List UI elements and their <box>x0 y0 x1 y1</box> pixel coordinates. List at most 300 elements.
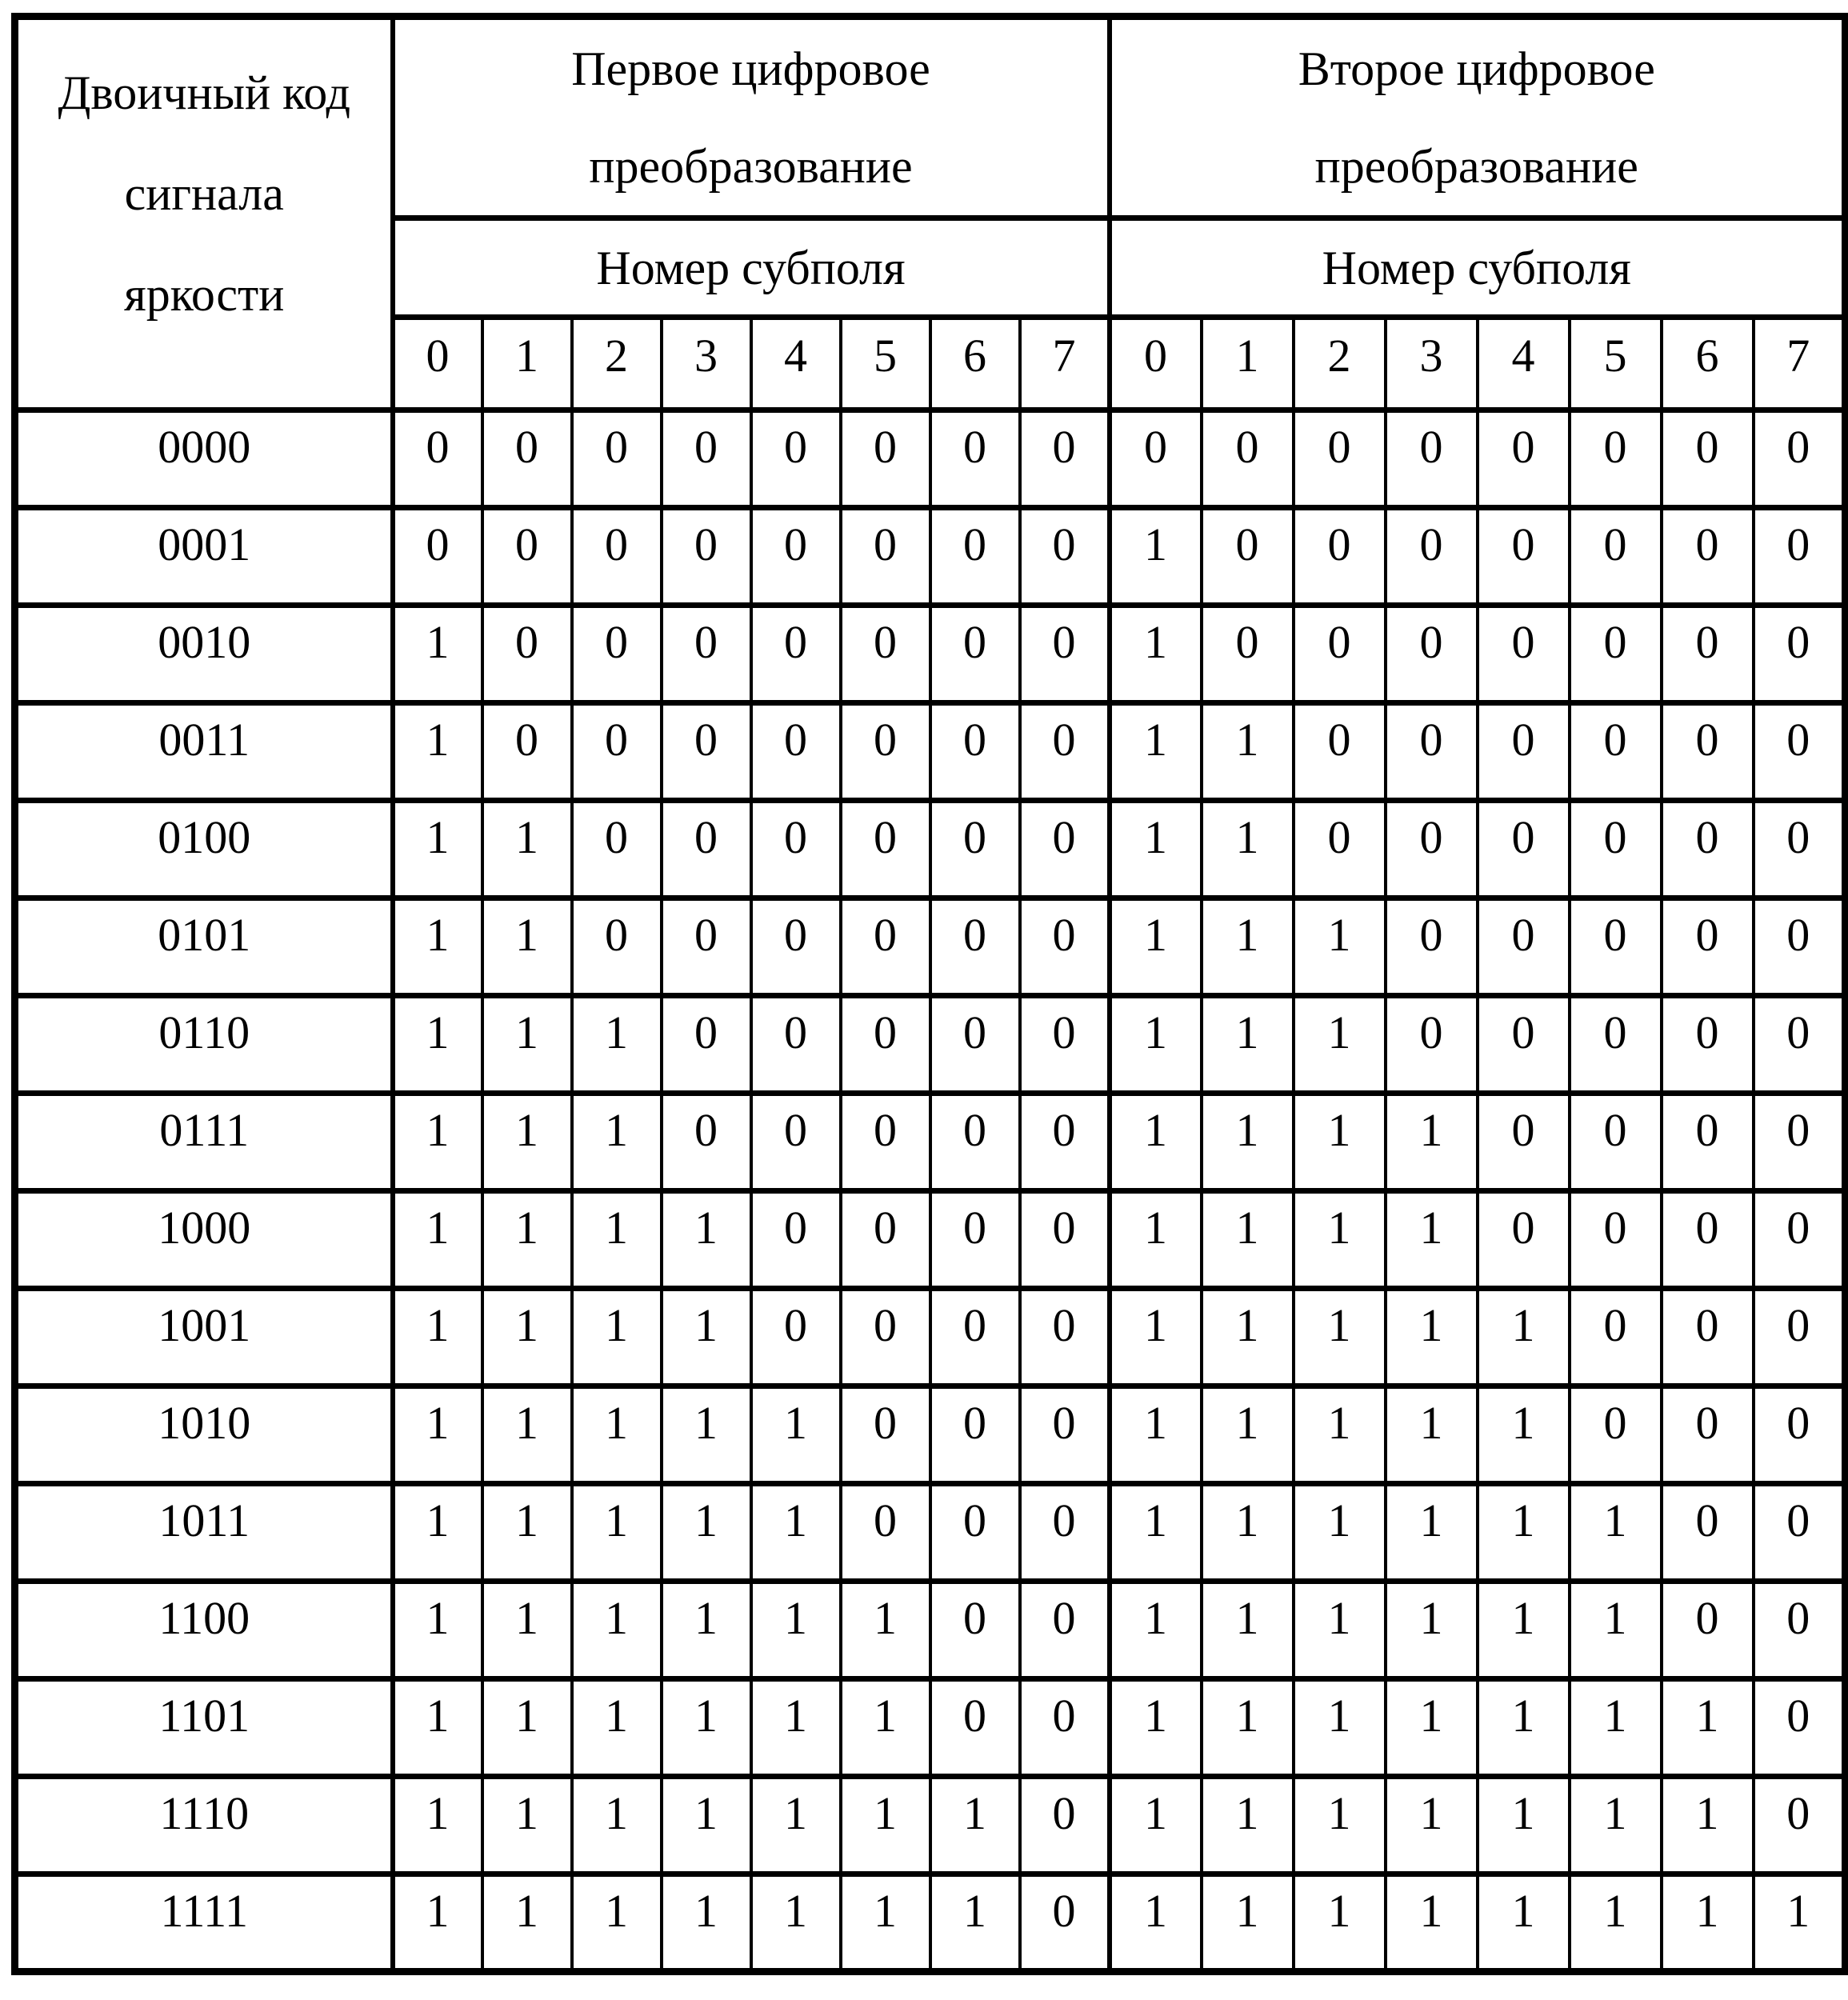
subfield-value-cell: 0 <box>1020 1679 1110 1777</box>
subfield-value-cell: 0 <box>662 898 751 996</box>
subfield-value-cell: 1 <box>1478 1386 1570 1484</box>
subfield-value-cell: 0 <box>751 1191 841 1289</box>
subfield-value-cell: 1 <box>572 1582 662 1679</box>
subfield-value-cell: 0 <box>1202 508 1294 606</box>
subfield-value-cell: 1 <box>1202 1679 1294 1777</box>
subfield-value-cell: 1 <box>662 1874 751 1972</box>
subfield-value-cell: 1 <box>572 1386 662 1484</box>
subfield-value-cell: 1 <box>482 1484 572 1582</box>
subfield-value-cell: 1 <box>1662 1777 1754 1874</box>
subfield-value-cell: 0 <box>1662 606 1754 703</box>
subfield-value-cell: 1 <box>572 1679 662 1777</box>
binary-code-cell: 1101 <box>15 1679 393 1777</box>
subfield-value-cell: 1 <box>482 1777 572 1874</box>
subfield-value-cell: 1 <box>1202 1191 1294 1289</box>
subfield-value-cell: 1 <box>482 898 572 996</box>
subfield-value-cell: 0 <box>572 703 662 801</box>
subfield-value-cell: 1 <box>482 801 572 898</box>
group1-title-first-transformation <box>393 17 1110 218</box>
subfield-value-cell: 1 <box>841 1874 930 1972</box>
subfield-value-cell: 0 <box>1570 996 1662 1094</box>
subfield-value-cell: 1 <box>1386 1777 1478 1874</box>
subfield-value-cell: 0 <box>572 801 662 898</box>
subfield-value-cell: 0 <box>1754 1386 1846 1484</box>
subfield-value-cell: 1 <box>1662 1679 1754 1777</box>
subfield-number-header: 1 <box>1202 318 1294 410</box>
subfield-value-cell: 0 <box>1662 1582 1754 1679</box>
corner-header-line: Двоичный код <box>58 66 351 119</box>
subfield-value-cell: 1 <box>1386 1582 1478 1679</box>
subfield-value-cell: 0 <box>662 703 751 801</box>
subfield-value-cell: 0 <box>1478 410 1570 508</box>
subfield-value-cell: 1 <box>1294 996 1386 1094</box>
subfield-coding-table <box>11 13 1848 1975</box>
subfield-value-cell: 0 <box>1020 801 1110 898</box>
subfield-value-cell: 0 <box>1020 410 1110 508</box>
subfield-value-cell: 1 <box>572 1191 662 1289</box>
subfield-value-cell: 0 <box>1478 1094 1570 1191</box>
subfield-value-cell: 1 <box>1202 996 1294 1094</box>
subfield-value-cell: 0 <box>841 606 930 703</box>
subfield-value-cell: 0 <box>930 1582 1020 1679</box>
subfield-value-cell: 0 <box>1386 703 1478 801</box>
subfield-value-cell: 0 <box>662 508 751 606</box>
subfield-value-cell: 0 <box>1020 1874 1110 1972</box>
subfield-value-cell: 0 <box>1662 1289 1754 1386</box>
binary-code-cell: 0111 <box>15 1094 393 1191</box>
subfield-value-cell: 0 <box>1754 1191 1846 1289</box>
subfield-value-cell: 0 <box>1294 606 1386 703</box>
subfield-value-cell: 0 <box>1570 703 1662 801</box>
subfield-value-cell: 0 <box>1662 508 1754 606</box>
subfield-value-cell: 1 <box>1386 1679 1478 1777</box>
subfield-value-cell: 1 <box>1202 1874 1294 1972</box>
table-row <box>15 1874 1846 1972</box>
subfield-value-cell: 1 <box>1570 1874 1662 1972</box>
subfield-value-cell: 1 <box>572 1094 662 1191</box>
subfield-value-cell: 1 <box>482 1386 572 1484</box>
group1-subfield-number-label: Номер субполя <box>393 218 1110 318</box>
subfield-value-cell: 1 <box>1386 1874 1478 1972</box>
subfield-value-cell: 0 <box>572 606 662 703</box>
subfield-value-cell: 1 <box>1570 1582 1662 1679</box>
binary-code-cell: 1000 <box>15 1191 393 1289</box>
subfield-value-cell: 1 <box>751 1874 841 1972</box>
subfield-value-cell: 0 <box>1754 996 1846 1094</box>
table-body <box>15 410 1846 1972</box>
binary-code-cell: 0110 <box>15 996 393 1094</box>
subfield-value-cell: 0 <box>751 801 841 898</box>
subfield-value-cell: 1 <box>1202 898 1294 996</box>
subfield-value-cell: 0 <box>1386 508 1478 606</box>
subfield-value-cell: 1 <box>1110 1874 1202 1972</box>
subfield-value-cell: 0 <box>751 1094 841 1191</box>
subfield-value-cell: 1 <box>930 1874 1020 1972</box>
subfield-value-cell: 1 <box>1570 1777 1662 1874</box>
subfield-value-cell: 0 <box>1020 1094 1110 1191</box>
subfield-value-cell: 1 <box>841 1582 930 1679</box>
subfield-number-header: 3 <box>662 318 751 410</box>
binary-code-cell: 1100 <box>15 1582 393 1679</box>
group2-title-second-transformation <box>1110 17 1846 218</box>
subfield-value-cell: 0 <box>1478 1191 1570 1289</box>
subfield-value-cell: 0 <box>1478 508 1570 606</box>
subfield-value-cell: 0 <box>1570 410 1662 508</box>
subfield-value-cell: 1 <box>1478 1582 1570 1679</box>
subfield-value-cell: 1 <box>393 801 482 898</box>
subfield-value-cell: 1 <box>482 1094 572 1191</box>
subfield-value-cell: 0 <box>1662 1191 1754 1289</box>
subfield-value-cell: 1 <box>1386 1386 1478 1484</box>
subfield-value-cell: 0 <box>1662 1484 1754 1582</box>
subfield-value-cell: 0 <box>841 898 930 996</box>
subfield-value-cell: 0 <box>1754 801 1846 898</box>
subfield-number-header: 2 <box>572 318 662 410</box>
subfield-value-cell: 0 <box>1020 996 1110 1094</box>
subfield-number-header: 7 <box>1020 318 1110 410</box>
subfield-value-cell: 0 <box>751 1289 841 1386</box>
subfield-value-cell: 0 <box>751 606 841 703</box>
subfield-value-cell: 0 <box>1020 703 1110 801</box>
group2-subfield-number-label: Номер субполя <box>1110 218 1846 318</box>
subfield-value-cell: 1 <box>1110 1094 1202 1191</box>
subfield-value-cell: 0 <box>930 410 1020 508</box>
subfield-value-cell: 0 <box>1662 801 1754 898</box>
subfield-value-cell: 1 <box>1110 606 1202 703</box>
subfield-value-cell: 1 <box>393 1777 482 1874</box>
subfield-value-cell: 0 <box>1570 1191 1662 1289</box>
subfield-value-cell: 1 <box>1202 801 1294 898</box>
table-row <box>15 508 1846 606</box>
subfield-value-cell: 0 <box>662 1094 751 1191</box>
subfield-value-cell: 0 <box>1294 508 1386 606</box>
subfield-value-cell: 0 <box>841 703 930 801</box>
subfield-value-cell: 1 <box>1754 1874 1846 1972</box>
subfield-value-cell: 0 <box>1662 1094 1754 1191</box>
table-row <box>15 898 1846 996</box>
subfield-value-cell: 1 <box>1110 1289 1202 1386</box>
subfield-number-header: 2 <box>1294 318 1386 410</box>
subfield-value-cell: 0 <box>841 1094 930 1191</box>
subfield-value-cell: 1 <box>1110 1679 1202 1777</box>
subfield-value-cell: 0 <box>1754 1484 1846 1582</box>
subfield-value-cell: 0 <box>1110 410 1202 508</box>
subfield-number-header: 3 <box>1386 318 1478 410</box>
subfield-value-cell: 0 <box>1570 508 1662 606</box>
subfield-number-header: 5 <box>1570 318 1662 410</box>
subfield-value-cell: 1 <box>393 1679 482 1777</box>
subfield-value-cell: 0 <box>1020 606 1110 703</box>
subfield-value-cell: 0 <box>930 1094 1020 1191</box>
subfield-value-cell: 1 <box>482 1582 572 1679</box>
subfield-value-cell: 0 <box>1478 703 1570 801</box>
subfield-value-cell: 1 <box>1478 1777 1570 1874</box>
subfield-value-cell: 0 <box>482 508 572 606</box>
table-row <box>15 1386 1846 1484</box>
subfield-value-cell: 1 <box>1294 898 1386 996</box>
subfield-value-cell: 1 <box>1110 1582 1202 1679</box>
subfield-value-cell: 1 <box>393 1191 482 1289</box>
subfield-value-cell: 0 <box>1294 703 1386 801</box>
table-header <box>15 17 1846 410</box>
subfield-value-cell: 1 <box>1294 1679 1386 1777</box>
table-row <box>15 996 1846 1094</box>
subfield-value-cell: 1 <box>1110 1386 1202 1484</box>
subfield-value-cell: 1 <box>1478 1289 1570 1386</box>
subfield-value-cell: 1 <box>1202 1777 1294 1874</box>
corner-header-binary-code <box>15 17 393 410</box>
subfield-value-cell: 1 <box>751 1386 841 1484</box>
subfield-value-cell: 1 <box>662 1484 751 1582</box>
subfield-value-cell: 1 <box>662 1289 751 1386</box>
binary-code-cell: 1001 <box>15 1289 393 1386</box>
subfield-value-cell: 0 <box>1754 1777 1846 1874</box>
subfield-value-cell: 0 <box>751 703 841 801</box>
table-row <box>15 801 1846 898</box>
subfield-value-cell: 1 <box>1662 1874 1754 1972</box>
subfield-value-cell: 1 <box>482 1874 572 1972</box>
subfield-value-cell: 1 <box>393 898 482 996</box>
subfield-value-cell: 1 <box>393 1874 482 1972</box>
subfield-value-cell: 0 <box>841 508 930 606</box>
subfield-value-cell: 0 <box>1570 1094 1662 1191</box>
table-row <box>15 1679 1846 1777</box>
subfield-value-cell: 0 <box>1754 1094 1846 1191</box>
subfield-value-cell: 0 <box>662 801 751 898</box>
subfield-value-cell: 0 <box>1020 1484 1110 1582</box>
subfield-value-cell: 0 <box>1478 898 1570 996</box>
table-row <box>15 1191 1846 1289</box>
subfield-value-cell: 1 <box>1202 1386 1294 1484</box>
subfield-value-cell: 1 <box>1386 1191 1478 1289</box>
subfield-value-cell: 1 <box>841 1777 930 1874</box>
table-row <box>15 606 1846 703</box>
table-row <box>15 1289 1846 1386</box>
subfield-value-cell: 1 <box>662 1679 751 1777</box>
subfield-value-cell: 1 <box>482 996 572 1094</box>
subfield-value-cell: 0 <box>482 703 572 801</box>
subfield-value-cell: 1 <box>662 1582 751 1679</box>
subfield-value-cell: 0 <box>751 996 841 1094</box>
binary-code-cell: 1011 <box>15 1484 393 1582</box>
subfield-value-cell: 1 <box>751 1777 841 1874</box>
subfield-value-cell: 1 <box>662 1191 751 1289</box>
subfield-value-cell: 0 <box>751 898 841 996</box>
subfield-value-cell: 0 <box>1570 898 1662 996</box>
subfield-value-cell: 0 <box>1020 1777 1110 1874</box>
subfield-value-cell: 1 <box>1570 1484 1662 1582</box>
subfield-value-cell: 0 <box>482 606 572 703</box>
subfield-value-cell: 0 <box>930 1679 1020 1777</box>
subfield-value-cell: 0 <box>1662 1386 1754 1484</box>
subfield-value-cell: 1 <box>393 1094 482 1191</box>
subfield-value-cell: 1 <box>482 1679 572 1777</box>
subfield-value-cell: 1 <box>1386 1094 1478 1191</box>
subfield-value-cell: 0 <box>662 410 751 508</box>
table-row <box>15 410 1846 508</box>
subfield-value-cell: 1 <box>1110 996 1202 1094</box>
subfield-value-cell: 0 <box>841 1191 930 1289</box>
subfield-value-cell: 0 <box>1478 996 1570 1094</box>
binary-code-cell: 1110 <box>15 1777 393 1874</box>
subfield-value-cell: 1 <box>393 1386 482 1484</box>
subfield-value-cell: 1 <box>1294 1191 1386 1289</box>
subfield-number-header: 5 <box>841 318 930 410</box>
subfield-value-cell: 1 <box>930 1777 1020 1874</box>
subfield-value-cell: 0 <box>751 508 841 606</box>
subfield-value-cell: 0 <box>1020 898 1110 996</box>
subfield-value-cell: 1 <box>1110 1484 1202 1582</box>
subfield-value-cell: 0 <box>1020 1191 1110 1289</box>
subfield-value-cell: 0 <box>1754 410 1846 508</box>
subfield-value-cell: 1 <box>393 996 482 1094</box>
subfield-value-cell: 1 <box>572 1289 662 1386</box>
table-row <box>15 1094 1846 1191</box>
subfield-value-cell: 0 <box>1570 801 1662 898</box>
subfield-value-cell: 1 <box>1294 1777 1386 1874</box>
binary-code-cell: 0000 <box>15 410 393 508</box>
subfield-value-cell: 0 <box>662 606 751 703</box>
subfield-value-cell: 1 <box>572 996 662 1094</box>
binary-code-cell: 0011 <box>15 703 393 801</box>
binary-code-cell: 0001 <box>15 508 393 606</box>
subfield-value-cell: 1 <box>393 703 482 801</box>
subfield-value-cell: 0 <box>1754 703 1846 801</box>
subfield-number-header: 0 <box>1110 318 1202 410</box>
subfield-value-cell: 1 <box>1202 1289 1294 1386</box>
subfield-value-cell: 0 <box>572 508 662 606</box>
subfield-value-cell: 1 <box>572 1777 662 1874</box>
binary-code-cell: 0010 <box>15 606 393 703</box>
subfield-value-cell: 1 <box>572 1874 662 1972</box>
subfield-value-cell: 1 <box>1294 1582 1386 1679</box>
subfield-number-header: 4 <box>1478 318 1570 410</box>
binary-code-cell: 0101 <box>15 898 393 996</box>
subfield-value-cell: 0 <box>572 410 662 508</box>
subfield-value-cell: 1 <box>1294 1094 1386 1191</box>
subfield-value-cell: 1 <box>1478 1874 1570 1972</box>
subfield-value-cell: 0 <box>1294 410 1386 508</box>
subfield-value-cell: 0 <box>841 1289 930 1386</box>
subfield-number-header: 6 <box>930 318 1020 410</box>
subfield-value-cell: 0 <box>841 1484 930 1582</box>
subfield-value-cell: 1 <box>662 1777 751 1874</box>
subfield-number-header: 6 <box>1662 318 1754 410</box>
subfield-value-cell: 0 <box>1020 1289 1110 1386</box>
subfield-value-cell: 0 <box>930 606 1020 703</box>
subfield-value-cell: 0 <box>1662 996 1754 1094</box>
corner-header-line: яркости <box>124 268 285 321</box>
subfield-value-cell: 1 <box>751 1582 841 1679</box>
table-row <box>15 1484 1846 1582</box>
subfield-value-cell: 0 <box>1662 703 1754 801</box>
subfield-value-cell: 1 <box>1110 508 1202 606</box>
subfield-value-cell: 0 <box>1662 898 1754 996</box>
table-row <box>15 703 1846 801</box>
subfield-value-cell: 0 <box>1754 898 1846 996</box>
subfield-value-cell: 0 <box>930 508 1020 606</box>
subfield-value-cell: 0 <box>1386 801 1478 898</box>
subfield-value-cell: 0 <box>1202 410 1294 508</box>
subfield-value-cell: 1 <box>1570 1679 1662 1777</box>
subfield-value-cell: 1 <box>1386 1289 1478 1386</box>
subfield-value-cell: 0 <box>841 801 930 898</box>
subfield-value-cell: 1 <box>482 1289 572 1386</box>
subfield-value-cell: 0 <box>1386 606 1478 703</box>
binary-code-cell: 1111 <box>15 1874 393 1972</box>
subfield-value-cell: 0 <box>1570 1289 1662 1386</box>
subfield-value-cell: 0 <box>751 410 841 508</box>
subfield-value-cell: 0 <box>1020 1386 1110 1484</box>
subfield-value-cell: 0 <box>393 508 482 606</box>
subfield-value-cell: 0 <box>1478 801 1570 898</box>
subfield-value-cell: 0 <box>572 898 662 996</box>
subfield-value-cell: 1 <box>1294 1874 1386 1972</box>
header-title-row <box>15 17 1846 218</box>
subfield-value-cell: 0 <box>1570 606 1662 703</box>
subfield-value-cell: 1 <box>393 1582 482 1679</box>
subfield-value-cell: 1 <box>1110 801 1202 898</box>
subfield-value-cell: 0 <box>930 1386 1020 1484</box>
subfield-value-cell: 1 <box>1110 703 1202 801</box>
subfield-value-cell: 1 <box>751 1484 841 1582</box>
subfield-value-cell: 0 <box>930 996 1020 1094</box>
subfield-value-cell: 1 <box>1110 1777 1202 1874</box>
subfield-value-cell: 0 <box>930 1289 1020 1386</box>
subfield-value-cell: 0 <box>930 801 1020 898</box>
subfield-number-header: 0 <box>393 318 482 410</box>
subfield-value-cell: 0 <box>930 1484 1020 1582</box>
subfield-value-cell: 0 <box>1478 606 1570 703</box>
subfield-value-cell: 1 <box>1202 1582 1294 1679</box>
subfield-value-cell: 0 <box>1386 410 1478 508</box>
subfield-number-header: 7 <box>1754 318 1846 410</box>
group2-title-line: Второе цифровое <box>1298 42 1655 95</box>
binary-code-cell: 0100 <box>15 801 393 898</box>
subfield-value-cell: 1 <box>1202 1094 1294 1191</box>
table-row <box>15 1582 1846 1679</box>
subfield-value-cell: 0 <box>841 410 930 508</box>
subfield-value-cell: 0 <box>393 410 482 508</box>
subfield-value-cell: 0 <box>1386 898 1478 996</box>
subfield-value-cell: 0 <box>841 996 930 1094</box>
subfield-value-cell: 0 <box>1754 1679 1846 1777</box>
subfield-value-cell: 0 <box>1662 410 1754 508</box>
binary-code-cell: 1010 <box>15 1386 393 1484</box>
table-row <box>15 1777 1846 1874</box>
subfield-value-cell: 0 <box>930 703 1020 801</box>
subfield-value-cell: 0 <box>1570 1386 1662 1484</box>
group1-title-line: преобразование <box>589 140 913 193</box>
subfield-value-cell: 1 <box>1294 1484 1386 1582</box>
subfield-value-cell: 1 <box>1478 1484 1570 1582</box>
subfield-value-cell: 1 <box>393 1289 482 1386</box>
subfield-value-cell: 0 <box>1754 606 1846 703</box>
subfield-value-cell: 0 <box>930 1191 1020 1289</box>
subfield-value-cell: 1 <box>1202 703 1294 801</box>
subfield-value-cell: 0 <box>1202 606 1294 703</box>
corner-header-line: сигнала <box>124 167 284 220</box>
subfield-value-cell: 0 <box>1754 508 1846 606</box>
subfield-value-cell: 0 <box>1020 508 1110 606</box>
subfield-value-cell: 1 <box>1386 1484 1478 1582</box>
subfield-value-cell: 1 <box>393 1484 482 1582</box>
subfield-number-header: 4 <box>751 318 841 410</box>
subfield-value-cell: 1 <box>662 1386 751 1484</box>
subfield-value-cell: 0 <box>1754 1289 1846 1386</box>
subfield-value-cell: 1 <box>1202 1484 1294 1582</box>
subfield-value-cell: 1 <box>572 1484 662 1582</box>
